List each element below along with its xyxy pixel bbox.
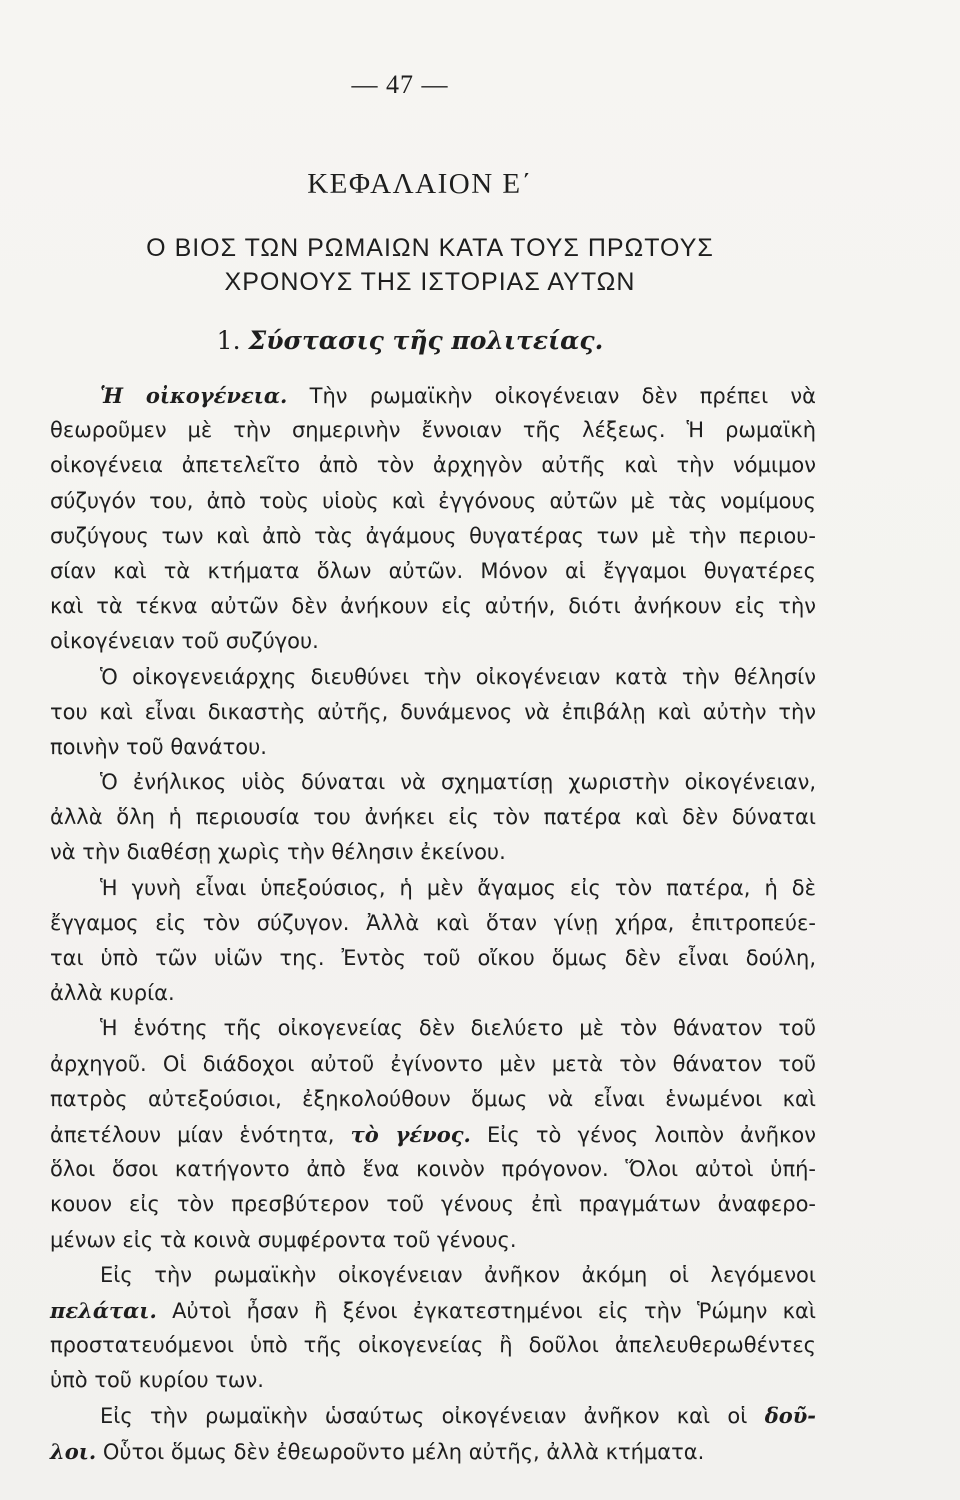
body-text	[50, 378, 816, 1469]
section-title-line-2: ΧΡΟΝΟΥΣ ΤΗΣ ΙΣΤΟΡΙΑΣ ΑΥΤΩΝ	[224, 268, 636, 296]
text-run: Εἰς τὸ γένος λοιπὸν ἀνῆκον	[487, 1122, 816, 1147]
paragraph-4-line-4: ἀλλὰ κυρία.	[50, 981, 175, 1006]
paragraph-7-line-2	[50, 1434, 816, 1469]
paragraph-5-line-4	[50, 1117, 816, 1152]
paragraph-1-line-6: σίαν καὶ τὰ κτήματα ὅλων αὐτῶν. Μόνον αἱ ἔγγαμοι θυγατέρες	[50, 558, 816, 583]
paragraph-1-line-1	[50, 378, 816, 413]
text-run: ἀπετέλουν μίαν ἑνότητα,	[50, 1122, 335, 1147]
text-run: Οὗτοι ὅμως δὲν ἐθεωροῦντο μέλη αὐτῆς, ἀλλὰ κτήματα.	[102, 1439, 705, 1464]
paragraph-5-line-6: κουον εἰς τὸν πρεσβύτερον τοῦ γένους ἐπὶ πραγμάτων ἀναφερο-	[50, 1192, 816, 1217]
subsection-heading	[0, 326, 820, 355]
paragraph-4-line-2: ἔγγαμος εἰς τὸν σύζυγον. Ἀλλὰ καὶ ὅταν γίνῃ χήρα, ἐπιτροπεύε-	[50, 910, 816, 935]
paragraph-6-line-3: προστατευόμενοι ὑπὸ τῆς οἰκογενείας ἢ δοῦλοι ἀπελευθερωθέντες	[50, 1333, 816, 1358]
subsection-number: 1.	[216, 326, 241, 355]
paragraph-1-line-2: θεωροῦμεν μὲ τὴν σημερινὴν ἔννοιαν τῆς λέξεως. Ἡ ρωμαϊκὴ	[50, 418, 816, 443]
paragraph-7-line-1	[50, 1398, 816, 1433]
text-run: Τὴν ρωμαϊκὴν οἰκογένειαν δὲν πρέπει νὰ	[309, 384, 816, 408]
paragraph-3-line-3: νὰ τὴν διαθέσῃ χωρὶς τὴν θέλησιν ἐκείνου.	[50, 840, 506, 865]
paragraph-5-line-2: ἀρχηγοῦ. Οἱ διάδοχοι αὐτοῦ ἐγίνοντο μὲν μετὰ τὸν θάνατον τοῦ	[50, 1051, 816, 1076]
term-douloi-end: λοι.	[50, 1438, 97, 1464]
paragraph-4-line-1: Ἡ γυνὴ εἶναι ὑπεξούσιος, ἡ μὲν ἄγαμος εἰς τὸν πατέρα, ἡ δὲ	[100, 875, 816, 900]
paragraph-1-line-3: οἰκογένεια ἀπετελεῖτο ἀπὸ τὸν ἀρχηγὸν αὐτῆς καὶ τὴν νόμιμον	[50, 453, 816, 478]
term-family: Ἡ οἰκογένεια.	[100, 383, 288, 408]
paragraph-6-line-4: ὑπὸ τοῦ κυρίου των.	[50, 1368, 264, 1393]
chapter-heading: ΚΕΦΑΛΑΙΟΝ Ε΄	[307, 168, 533, 200]
paragraph-2-line-2: του καὶ εἶναι δικαστὴς αὐτῆς, δυνάμενος νὰ ἐπιβάλῃ καὶ αὐτὴν τὴν	[50, 699, 816, 724]
paragraph-2-line-1: Ὁ οἰκογενειάρχης διευθύνει τὴν οἰκογένειαν κατὰ τὴν θέλησίν	[100, 664, 816, 689]
paragraph-1-line-7: καὶ τὰ τέκνα αὐτῶν δὲν ἀνήκουν εἰς αὐτήν, διότι ἀνήκουν εἰς τὴν	[50, 594, 816, 619]
paragraph-5-line-1: Ἡ ἑνότης τῆς οἰκογενείας δὲν διελύετο μὲ τὸν θάνατον τοῦ	[100, 1016, 816, 1041]
paragraph-3-line-1: Ὁ ἐνήλικος υἱὸς δύναται νὰ σχηματίσῃ χωριστὴν οἰκογένειαν,	[100, 770, 816, 795]
paragraph-3-line-2: ἀλλὰ ὅλη ἡ περιουσία του ἀνήκει εἰς τὸν πατέρα καὶ δὲν δύναται	[50, 805, 816, 830]
paragraph-6-line-2	[50, 1293, 816, 1328]
term-douloi-start: δοῦ-	[764, 1403, 816, 1429]
subsection-title: Σύστασις τῆς πολιτείας.	[248, 326, 604, 355]
paragraph-1-line-8: οἰκογένειαν τοῦ συζύγου.	[50, 629, 319, 654]
paragraph-4-line-3: ται ὑπὸ τῶν υἱῶν της. Ἐντὸς τοῦ οἴκου ὅμως δὲν εἶναι δούλη,	[50, 946, 816, 970]
paragraph-1-line-5: συζύγους των καὶ ἀπὸ τὰς ἀγάμους θυγατέρας των μὲ τὴν περιου-	[50, 523, 816, 548]
term-pelatai: πελάται.	[50, 1297, 157, 1323]
term-genos: τὸ γένος.	[350, 1121, 471, 1147]
page-number: — 47 —	[351, 70, 449, 99]
paragraph-5-line-7: μένων εἰς τὰ κοινὰ συμφέροντα τοῦ γένους.	[50, 1227, 517, 1252]
paragraph-5-line-5: ὅλοι ὅσοι κατήγοντο ἀπὸ ἕνα κοινὸν πρόγονον. Ὅλοι αὐτοὶ ὑπή-	[50, 1157, 816, 1182]
paragraph-1-line-4: σύζυγόν του, ἀπὸ τοὺς υἱοὺς καὶ ἐγγόνους αὐτῶν μὲ τὰς νομίμους	[50, 488, 816, 513]
section-title-line-1: Ο ΒΙΟΣ ΤΩΝ ΡΩΜΑΙΩΝ ΚΑΤΑ ΤΟΥΣ ΠΡΩΤΟΥΣ	[146, 234, 714, 262]
text-run: Εἰς τὴν ρωμαϊκὴν ὡσαύτως οἰκογένειαν ἀνῆκον καὶ οἱ	[100, 1404, 748, 1429]
paragraph-6-line-1: Εἰς τὴν ρωμαϊκὴν οἰκογένειαν ἀνῆκον ἀκόμη οἱ λεγόμενοι	[100, 1262, 816, 1287]
paragraph-2-line-3: ποινὴν τοῦ θανάτου.	[50, 734, 267, 759]
text-run: Αὐτοὶ ἦσαν ἢ ξένοι ἐγκατεστημένοι εἰς τὴν Ῥώμην καὶ	[172, 1298, 816, 1323]
paragraph-5-line-3: πατρὸς αὐτεξούσιοι, ἐξηκολούθουν ὅμως νὰ εἶναι ἑνωμένοι καὶ	[50, 1086, 816, 1111]
